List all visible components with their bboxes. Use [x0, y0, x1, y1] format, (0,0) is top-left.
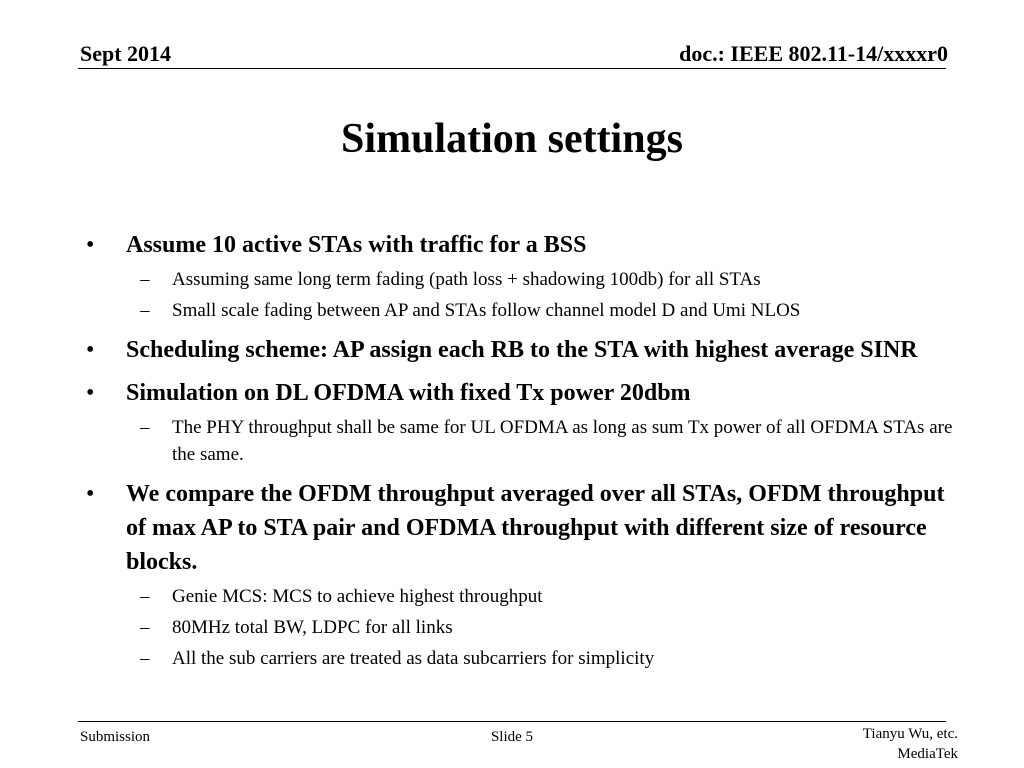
- footer-company: MediaTek: [897, 746, 958, 762]
- sub-bullet-item: [80, 645, 960, 672]
- bullet-text: Simulation on DL OFDMA with fixed Tx power 20dbm: [126, 380, 691, 406]
- bullet-marker: •: [86, 232, 95, 258]
- bullet-marker: •: [86, 380, 95, 406]
- bullet-text: Scheduling scheme: AP assign each RB to the STA with highest average SINR: [126, 337, 918, 363]
- sub-bullet-marker: –: [140, 417, 150, 438]
- sub-bullet-item: [80, 297, 960, 324]
- bullet-item: [80, 477, 960, 579]
- slide-body: [80, 228, 960, 672]
- bullet-marker: •: [86, 337, 95, 363]
- bullet-text: Assume 10 active STAs with traffic for a BSS: [126, 232, 587, 258]
- header-doc-id: doc.: IEEE 802.11-14/xxxxr0: [679, 41, 948, 66]
- sub-bullet-text: All the sub carriers are treated as data subcarriers for simplicity: [172, 648, 655, 669]
- sub-bullet-text: Small scale fading between AP and STAs follow channel model D and Umi NLOS: [172, 300, 801, 321]
- footer-divider: [78, 721, 946, 722]
- header-date: Sept 2014: [80, 41, 172, 66]
- header-divider: [78, 68, 946, 69]
- bullet-text: We compare the OFDM throughput averaged over all STAs, OFDM throughput of max AP to STA pair and OFDMA throughput with different size of resource blocks.: [126, 481, 945, 575]
- footer-submission: Submission: [80, 729, 151, 745]
- footer-author-block: [863, 724, 958, 764]
- sub-bullet-text: The PHY throughput shall be same for UL OFDMA as long as sum Tx power of all OFDMA STAs are the same.: [172, 417, 953, 465]
- bullet-marker: •: [86, 481, 95, 507]
- sub-bullet-marker: –: [140, 269, 150, 290]
- sub-bullet-marker: –: [140, 586, 150, 607]
- slide-title: Simulation settings: [341, 116, 683, 162]
- bullet-item: [80, 228, 960, 262]
- sub-bullet-marker: –: [140, 617, 150, 638]
- sub-bullet-item: [80, 614, 960, 641]
- sub-bullet-text: Genie MCS: MCS to achieve highest throughput: [172, 586, 543, 607]
- sub-bullet-text: Assuming same long term fading (path loss + shadowing 100db) for all STAs: [172, 269, 761, 290]
- sub-bullet-item: [80, 583, 960, 610]
- sub-bullet-item: [80, 414, 960, 468]
- sub-bullet-text: 80MHz total BW, LDPC for all links: [172, 617, 453, 638]
- footer-slide-number: Slide 5: [490, 729, 534, 745]
- sub-bullet-item: [80, 266, 960, 293]
- sub-bullet-marker: –: [140, 300, 150, 321]
- bullet-item: [80, 376, 960, 410]
- bullet-item: [80, 333, 960, 367]
- sub-bullet-marker: –: [140, 648, 150, 669]
- footer-author: Tianyu Wu, etc.: [862, 726, 958, 742]
